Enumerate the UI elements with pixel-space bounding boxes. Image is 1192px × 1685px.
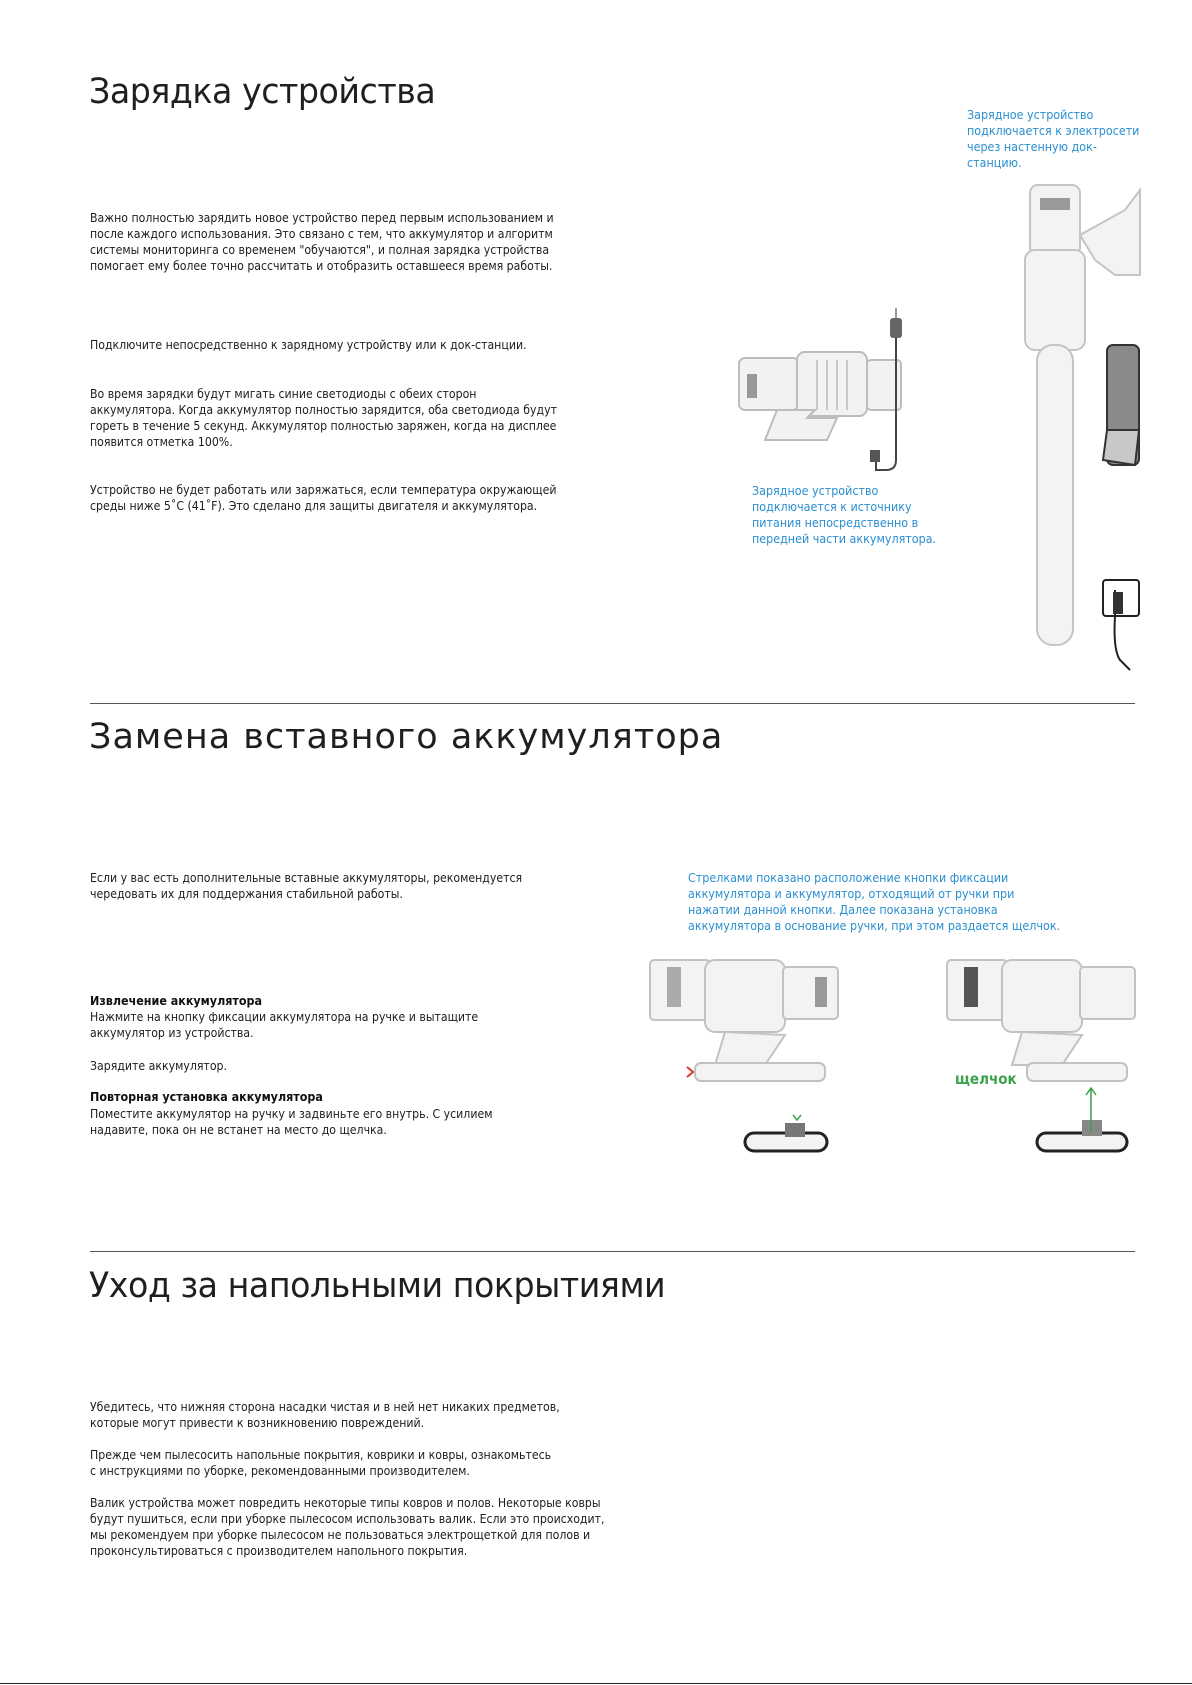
battery-caption: Стрелками показано расположение кнопки фиксации аккумулятора и аккумулятор, отходящий от ручки при нажатии данной кнопки. Далее показана установка аккумулятора в основание ручки, при этом раздается щелчок.	[688, 870, 1061, 933]
floor-paragraph-3: Валик устройства может повредить некоторые типы ковров и полов. Некоторые ковры будут пушиться, если при уборке пылесосом использовать валик. Если это происходит, мы рекомендуем при уборке пылесосом не пользоваться электрощеткой для полов и проконсультироваться с производителем напольного покрытия.	[90, 1496, 605, 1558]
battery-charge-text: Зарядите аккумулятор.	[90, 1059, 227, 1073]
battery-reinstall-text: Поместите аккумулятор на ручку и задвиньте его внутрь. С усилием надавите, пока он не встанет на место до щелчка.	[90, 1107, 493, 1137]
battery-remove-text: Нажмите на кнопку фиксации аккумулятора на ручке и вытащите аккумулятор из устройства.	[90, 1010, 479, 1040]
vacuum-battery-removal-illustration	[645, 955, 845, 1175]
vacuum-dock-illustration	[995, 180, 1145, 670]
charging-paragraph-2: Подключите непосредственно к зарядному устройству или к док-станции.	[90, 338, 527, 352]
battery-paragraph-1: Если у вас есть дополнительные вставные аккумуляторы, рекомендуется чередовать их для поддержания стабильной работы.	[90, 871, 523, 901]
section-divider-2	[90, 1251, 1135, 1252]
caption-dock-charging: Зарядное устройство подключается к электросети через настенную док- станцию.	[967, 107, 1140, 170]
vacuum-battery-install-illustration	[942, 955, 1142, 1175]
click-label: щелчок	[955, 1070, 1017, 1088]
charging-paragraph-4: Устройство не будет работать или заряжаться, если температура окружающей среды ниже 5˚C (41˚F). Это сделано для защиты двигателя и аккумулятора.	[90, 483, 557, 513]
caption-direct-charging: Зарядное устройство подключается к источнику питания непосредственно в передней части аккумулятора.	[752, 483, 937, 546]
battery-reinstall-heading: Повторная установка аккумулятора	[90, 1089, 323, 1104]
floor-title: Уход за напольными покрытиями	[89, 1266, 666, 1306]
arrow-up-icon	[1085, 1085, 1097, 1135]
charger-plug-icon	[870, 300, 910, 480]
charging-paragraph-3: Во время зарядки будут мигать синие светодиоды с обеих сторон аккумулятора. Когда аккумулятор полностью зарядится, оба светодиода будут гореть в течение 5 секунд. Аккумулятор полностью заряжен, когда на дисплее появится отметка 100%.	[90, 387, 557, 449]
section-divider-1	[90, 703, 1135, 704]
floor-paragraph-1: Убедитесь, что нижняя сторона насадки чистая и в ней нет никаких предметов, которые могут привести к возникновению повреждений.	[90, 1400, 560, 1430]
battery-title: Замена вставного аккумулятора	[89, 717, 724, 757]
page-bottom-edge	[0, 1683, 1192, 1684]
charging-title: Зарядка устройства	[89, 72, 436, 112]
battery-remove-heading: Извлечение аккумулятора	[90, 993, 263, 1008]
floor-paragraph-2: Прежде чем пылесосить напольные покрытия, коврики и ковры, ознакомьтесь с инструкциями по уборке, рекомендованными производителем.	[90, 1448, 552, 1478]
charging-paragraph-1: Важно полностью зарядить новое устройство перед первым использованием и после каждого использования. Это связано с тем, что аккумулятор и алгоритм системы мониторинга со временем "обучаются", и полная зарядка устройства помогает ему более точно рассчитать и отобразить оставшееся время работы.	[90, 211, 554, 273]
